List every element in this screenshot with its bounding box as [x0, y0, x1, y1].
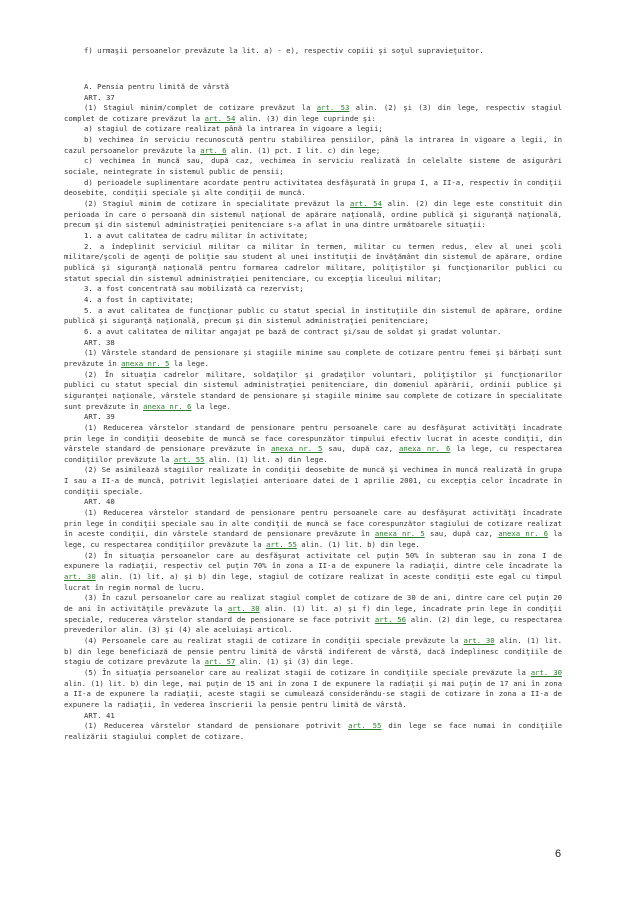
paragraph	[64, 242, 562, 285]
paragraph	[64, 593, 562, 636]
paragraph	[64, 465, 562, 497]
paragraph	[64, 178, 562, 199]
paragraph-text: A. Pensia pentru limită de vârstă	[84, 81, 229, 91]
paragraph	[64, 93, 562, 104]
law-reference-link[interactable]: anexa nr. 5	[121, 358, 170, 368]
paragraph	[64, 306, 562, 327]
paragraph-text: la lege, cu respectarea condiţiilor prevăzute la	[64, 444, 563, 464]
paragraph-text: a) stagiul de cotizare realizat până la intrarea în vigoare a legii;	[84, 124, 383, 134]
paragraph-text: d) perioadele suplimentare acordate pentru activitatea desfăşurată în grupa I, a II-a, respectiv în condiţii deosebite, condiţii speciale şi alte condiţii de muncă.	[64, 177, 562, 198]
paragraph	[64, 327, 562, 338]
paragraph-text: f) urmaşii persoanelor prevăzute la lit. a) - e), respectiv copiii şi soţul supravieţuitor.	[84, 46, 484, 55]
paragraph-text: 4. a fost în captivitate;	[84, 294, 194, 304]
law-reference-link[interactable]: art. 54	[204, 113, 236, 123]
law-reference-link[interactable]: art. 55	[266, 540, 297, 550]
paragraph-text: alin. (1) lit. b) din lege.	[296, 540, 420, 550]
paragraph-text: ART. 39	[84, 412, 115, 422]
paragraph	[64, 668, 562, 711]
document-body	[64, 46, 562, 743]
paragraph-text: alin. (2) şi (3) din lege, respectiv stagiul complet de cotizare prevăzut la	[64, 103, 562, 123]
paragraph-text: 3. a fost concentrată sau mobilizată ca rezervist;	[84, 284, 304, 294]
paragraph-text: alin. (3) din lege cuprinde şi:	[235, 113, 376, 123]
paragraph-text: alin. (1) lit. b) din lege beneficiază de pensie pentru limită de vârstă indiferent de vârstă, dacă îndeplinesc condiţiile de stagiu de cotizare prevăzute la	[64, 635, 562, 667]
paragraph-text: din lege se face numai în condiţiile realizării stagiului complet de cotizare.	[64, 721, 562, 741]
paragraph-text: (1) Reducerea vârstelor standard de pensionare potrivit	[84, 721, 349, 731]
paragraph	[64, 711, 562, 722]
page-number: 6	[555, 848, 562, 860]
paragraph-text: alin. (2) din lege este constituit din perioada în care o persoană din sistemul naţional de apărare naţională, ordine publică şi siguranţă naţională, precum şi din sistemul administraţiei penitenciare s-a aflat în una dintre următoarele situaţii:	[64, 199, 562, 230]
paragraph-text: ART. 40	[84, 497, 115, 507]
law-reference-link[interactable]: art. 6	[200, 145, 227, 155]
paragraph	[64, 338, 562, 349]
law-reference-link[interactable]: art. 30	[463, 635, 495, 645]
paragraph-text: la lege.	[169, 358, 209, 368]
paragraph-text: alin. (1) şi (3) din lege.	[235, 657, 354, 667]
law-reference-link[interactable]: anexa nr. 6	[398, 444, 451, 454]
law-reference-link[interactable]: art. 55	[348, 721, 382, 731]
law-reference-link[interactable]: anexa nr. 6	[498, 529, 549, 539]
paragraph-text: 1. a avut calitatea de cadru militar în activitate;	[84, 231, 309, 241]
paragraph-text: la lege, cu respectarea condiţiilor prevăzute la	[64, 529, 563, 550]
law-reference-link[interactable]: anexa nr. 5	[271, 444, 323, 454]
law-reference-link[interactable]: anexa nr. 6	[143, 401, 192, 411]
paragraph-text: sau, după caz,	[424, 529, 499, 539]
paragraph-text: alin. (1) lit. a) şi f) din lege, încadrate prin lege în condiţii speciale, reducerea vârstelor standard de pensionare se face potrivit	[64, 604, 562, 624]
paragraph	[64, 156, 562, 177]
paragraph-text: alin. (1) lit. a) din lege.	[204, 454, 328, 464]
paragraph-text: (1) Reducerea vârstelor standard de pensionare pentru persoanele care au desfăşurat activităţi încadrate prin lege în condiţii speciale sau în alte condiţii de muncă se face corespunzător stagiului de cotizare realizat în aceste condiţii, din vârstele standard de pensionare prevăzute în	[64, 508, 562, 539]
paragraph-text: ART. 41	[84, 710, 115, 720]
paragraph	[64, 135, 562, 156]
paragraph	[64, 82, 562, 93]
paragraph-text: (1) Stagiul minim/complet de cotizare prevăzut la	[84, 103, 317, 113]
paragraph-text: (2) Stagiul minim de cotizare în specialitate prevăzut la	[84, 199, 350, 209]
paragraph	[64, 46, 562, 57]
law-reference-link[interactable]: art. 30	[64, 572, 96, 582]
law-reference-link[interactable]: art. 30	[530, 667, 562, 677]
paragraph	[64, 551, 562, 594]
paragraph-text: alin. (2) din lege, cu respectarea prevederilor alin. (3) şi (4) ale aceluiaşi articol.	[64, 614, 562, 635]
paragraph-text: la lege.	[191, 401, 231, 411]
paragraph-text: (2) În situaţia persoanelor care au desfăşurat activitate cel puţin 50% în subteran sau în zona I de expunere la radiaţii, respectiv cel puţin 70% în zona a II-a de expunere la radiaţii, dintre cele încadrate la	[64, 550, 562, 571]
paragraph	[64, 124, 562, 135]
paragraph-text: c) vechimea în muncă sau, după caz, vechimea în serviciu realizată în celelalte sisteme de asigurări sociale, neintegrate în sistemul public de pensii;	[64, 156, 562, 177]
paragraph-text: (5) În situaţia persoanelor care au realizat stagii de cotizare în condiţiile speciale prevăzute la	[84, 667, 531, 677]
paragraph-text: (1) Vârstele standard de pensionare şi stagiile minime sau complete de cotizare pentru femei şi bărbaţi sunt prevăzute în	[64, 348, 562, 368]
paragraph-text: ART. 37	[84, 92, 115, 102]
paragraph-gap	[64, 64, 562, 75]
law-reference-link[interactable]: art. 30	[227, 604, 260, 613]
paragraph-text: alin. (1) pct. I lit. c) din lege;	[226, 145, 381, 155]
paragraph	[64, 231, 562, 242]
paragraph	[64, 497, 562, 508]
law-reference-link[interactable]: art. 56	[374, 614, 406, 624]
paragraph-text: (3) În cazul persoanelor care au realizat stagiul complet de cotizare de 30 de ani, dintre care cel puţin 20 de ani în activităţile prevăzute la	[64, 593, 562, 613]
paragraph	[64, 721, 562, 742]
paragraph-text: 5. a avut calitatea de funcţionar public cu statut special în instituţiile din sistemul de apărare, ordine publică şi siguranţă naţională, precum şi din sistemul administraţiei penitenciare;	[64, 305, 562, 326]
paragraph	[64, 508, 562, 551]
paragraph	[64, 636, 562, 668]
paragraph	[64, 370, 562, 413]
paragraph-text: 2. a îndeplinit serviciul militar ca militar în termen, militar cu termen redus, elev al unei şcoli militare/şcoli de agenţi de poliţie sau student al unei instituţii de învăţământ din sistemul de apărare, ordine publică şi siguranţă naţională pentru formarea cadrelor militare, poliţiştilor şi funcţionarilor publici cu statut special din sistemul administraţiei penitenciare, cu excepţia liceului militar;	[64, 241, 562, 283]
paragraph-text: ART. 38	[84, 337, 115, 347]
paragraph	[64, 284, 562, 295]
paragraph-text: (4) Persoanele care au realizat stagii de cotizare în condiţii speciale prevăzute la	[84, 635, 464, 645]
law-reference-link[interactable]: art. 57	[204, 657, 236, 667]
law-reference-link[interactable]: art. 53	[316, 103, 350, 113]
paragraph-text: alin. (1) lit. b) din lege, mai puţin de 15 ani în zona I de expunere la radiaţii şi mai puţin de 17 ani în zona a II-a de expunere la radiaţii, aceste stagii se cumulează considerându-se stagii de cotizare în zona a II-a de expunere la radiaţii, în vederea înscrierii la pensie pentru limită de vârstă.	[64, 678, 562, 709]
paragraph-text: sau, după caz,	[322, 444, 399, 454]
law-reference-link[interactable]: art. 55	[173, 454, 205, 464]
law-reference-link[interactable]: art. 54	[349, 199, 382, 209]
paragraph-text: alin. (1) lit. a) şi b) din lege, stagiul de cotizare realizat în aceste condiţii este egal cu timpul lucrat în regim normal de lucru.	[64, 572, 562, 592]
paragraph	[64, 412, 562, 423]
paragraph-text: (2) Se asimilează stagiilor realizate în condiţii deosebite de muncă şi vechimea în muncă realizată în grupa I sau a II-a de muncă, potrivit legislaţiei anterioare datei de 1 aprilie 2001, cu excepţia celor încadrate în condiţii speciale.	[64, 465, 562, 496]
paragraph	[64, 295, 562, 306]
paragraph	[64, 423, 562, 466]
paragraph	[64, 103, 562, 124]
paragraph-text: (2) În situaţia cadrelor militare, soldaţilor şi gradaţilor voluntari, poliţiştilor şi funcţionarilor publici cu statut special din sistemul administraţiei penitenciare, din domeniul apărării, ordinii publice şi siguranţei naţionale, vârstele standard de pensionare şi stagiile minime sau complete de cotizare în specialitate sunt prevăzute în	[64, 369, 562, 411]
paragraph-text: (1) Reducerea vârstelor standard de pensionare pentru persoanele care au desfăşurat activităţi încadrate prin lege în condiţii deosebite de muncă se face corespunzător timpului efectiv lucrat în aceste condiţii, din vârstele standard de pensionare prevăzute în	[64, 422, 562, 454]
law-reference-link[interactable]: anexa nr. 5	[374, 529, 425, 539]
paragraph	[64, 199, 562, 231]
paragraph-text: b) vechimea în serviciu recunoscută pentru stabilirea pensiilor, până la intrarea în vigoare a legii, în cazul persoanelor prevăzute la	[64, 135, 562, 155]
paragraph-text: 6. a avut calitatea de militar angajat pe bază de contract şi/sau de soldat şi gradat voluntar.	[84, 326, 502, 336]
paragraph	[64, 348, 562, 369]
